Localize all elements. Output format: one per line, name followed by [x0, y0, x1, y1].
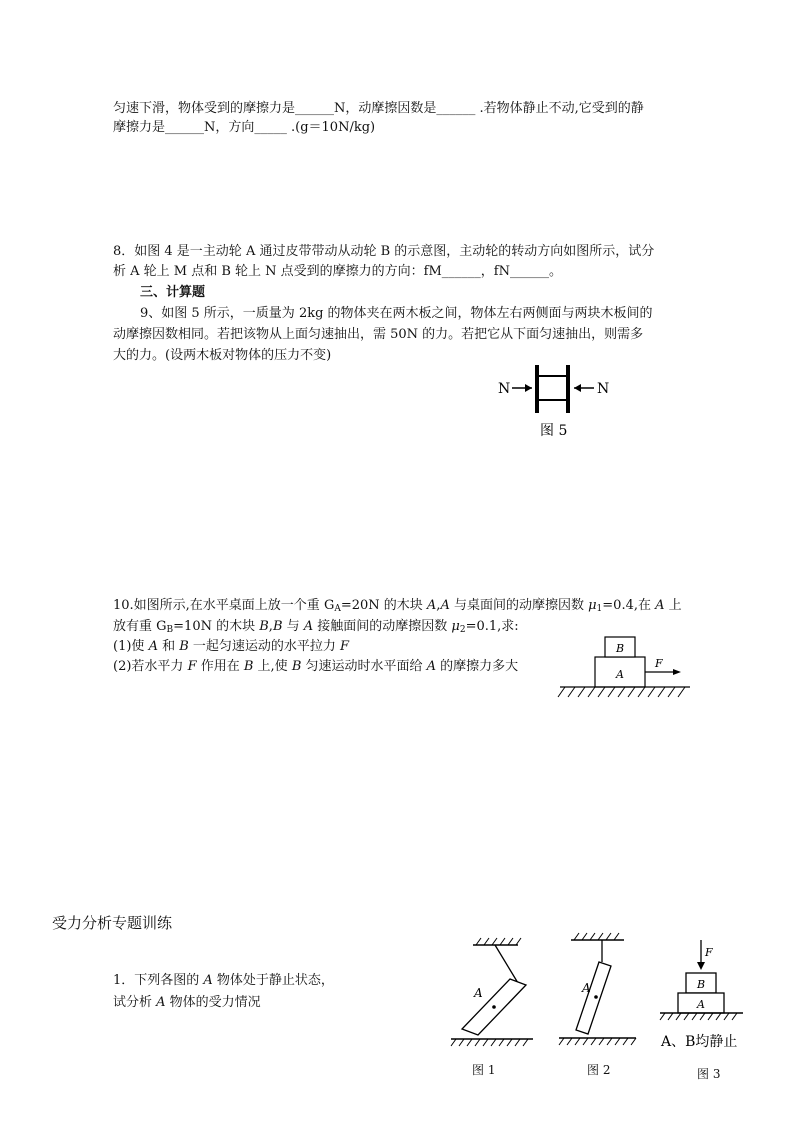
fig3-caption: 图 3	[697, 1067, 721, 1081]
fig3-label-f: F	[705, 946, 713, 959]
fig5-caption: 图 5	[540, 423, 568, 439]
fig1-caption: 图 1	[472, 1063, 496, 1077]
fig2-ceiling-hatch	[574, 933, 619, 940]
figure-1	[448, 935, 536, 1053]
fig3-force-arrowhead	[697, 962, 705, 970]
q1-line-2: 试分析 A 物体的受力情况	[113, 995, 261, 1010]
section-heading-calc: 三、计算题	[140, 285, 206, 300]
fig5-right-board	[566, 365, 570, 413]
fig2-ground-hatch	[559, 1038, 636, 1045]
fig5-right-n-label: N	[597, 381, 610, 397]
q10-part-1: (1)使 A 和 B 一起匀速运动的水平拉力 F	[113, 639, 350, 654]
q10-line-2: 放有重 $G_B=10N$ 的木块 B,B 与 A 接触面间的动摩擦因数 $\mu_2=0.1$,求:	[113, 619, 519, 635]
fig-q10-label-f: F	[655, 657, 663, 670]
fig-q10-ground-hatch	[558, 687, 685, 697]
q1-line-1: 1．下列各图的 A 物体处于静止状态，	[113, 973, 334, 988]
fig1-ground-hatch	[451, 1039, 528, 1046]
q10-line-1: 10.如图所示,在水平桌面上放一个重 $G_A=20N$ 的木块 A,A 与桌面间的动摩擦因数 $\mu_1=0.4$,在 A 上	[113, 598, 682, 614]
fig1-ceiling-hatch	[476, 938, 521, 945]
fig2-caption: 图 2	[587, 1063, 611, 1077]
fig-q10-force-arrowhead	[673, 669, 681, 675]
fig-q10-label-b: B	[616, 642, 625, 655]
fig5-left-board	[535, 365, 539, 413]
figure-3	[655, 938, 750, 1054]
fig2-rod-a	[576, 962, 611, 1034]
fig5-left-n-label: N	[498, 381, 511, 397]
fig1-rope	[495, 945, 518, 983]
q8-line-1: 8．如图 4 是一主动轮 A 通过皮带带动从动轮 B 的示意图，主动轮的转动方向如图所示，试分	[113, 244, 655, 259]
q9-line-1: 9、如图 5 所示，一质量为 2kg 的物体夹在两木板之间，物体左右两侧面与两块木板间的	[140, 306, 653, 321]
figure-q10	[555, 632, 695, 704]
q9-line-2: 动摩擦因数相同。若把该物从上面匀速抽出，需 50N 的力。若把它从下面匀速抽出，则需多	[113, 327, 644, 342]
figure-2	[556, 932, 640, 1052]
fig3-ground-hatch	[660, 1013, 737, 1020]
fig-q10-label-a: A	[616, 668, 624, 681]
fig1-rod-pin	[492, 1005, 496, 1009]
q7-line-1: 匀速下滑，物体受到的摩擦力是______N，动摩擦因数是______ .若物体静止不动,它受到的静	[113, 101, 644, 116]
q8-line-2: 析 A 轮上 M 点和 B 轮上 N 点受到的摩擦力的方向：fM______，fN______。	[113, 264, 562, 279]
fig2-label-a: A	[582, 981, 591, 995]
fig3-label-b: B	[697, 978, 706, 991]
q10-part-2: (2)若水平力 F 作用在 B 上,使 B 匀速运动时水平面给 A 的摩擦力多大	[113, 659, 519, 674]
fig1-label-a: A	[474, 986, 483, 1000]
q7-line-2: 摩擦力是______N，方向_____ .(g＝10N/kg)	[113, 120, 376, 135]
fig3-label-a: A	[697, 998, 705, 1011]
fig5-right-arrowhead	[574, 384, 581, 392]
fig2-rod-pin	[594, 995, 598, 999]
q9-line-3: 大的力。(设两木板对物体的压力不变)	[113, 348, 332, 363]
fig5-left-arrowhead	[525, 384, 532, 392]
fig3-note: A、B均静止	[661, 1034, 738, 1050]
figure-5	[490, 360, 630, 445]
section-title: 受力分析专题训练	[52, 914, 173, 932]
